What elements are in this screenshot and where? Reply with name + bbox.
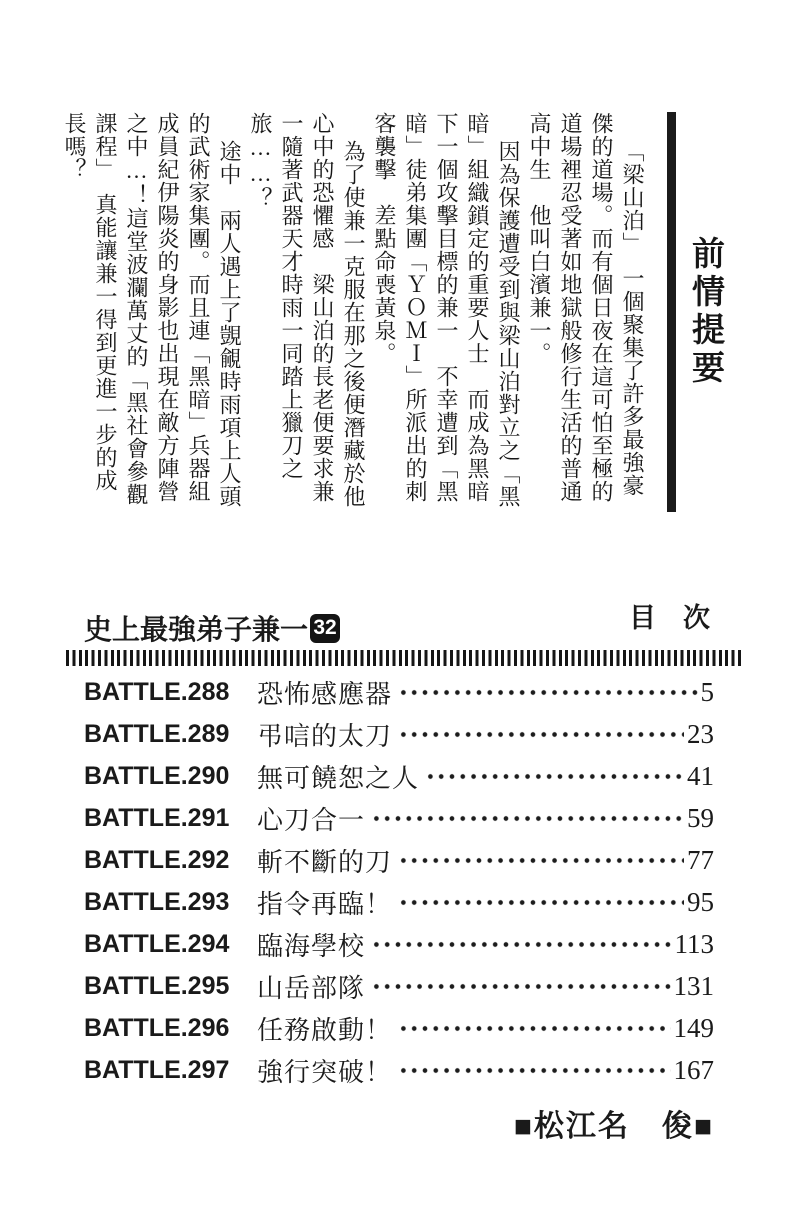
chapter-title: 強行突破！ <box>257 1056 393 1087</box>
series-title: 史上最強弟子兼一 <box>84 614 309 645</box>
chapter-title: 恐怖感應器 <box>257 678 393 709</box>
battle-label: BATTLE.292 <box>84 845 230 874</box>
dot-leader <box>396 839 684 881</box>
toc-entry <box>84 839 714 881</box>
toc-entry <box>84 1007 714 1049</box>
series-title-row <box>66 608 340 648</box>
battle-label: BATTLE.293 <box>84 887 230 916</box>
volume-badge: 32 <box>310 614 340 643</box>
chapter-title: 心刀合一 <box>257 804 366 835</box>
dot-leader <box>396 881 684 923</box>
toc-entry <box>84 755 714 797</box>
synopsis-body <box>59 112 648 512</box>
divider-stripes <box>66 650 742 666</box>
toc-entry <box>84 671 714 713</box>
dot-leader <box>369 923 671 965</box>
dot-leader <box>423 755 684 797</box>
battle-label: BATTLE.294 <box>84 929 230 958</box>
page-number: 131 <box>673 970 714 1001</box>
toc-entry <box>84 965 714 1007</box>
page-number: 41 <box>687 760 714 791</box>
synopsis-paragraph-2: 因為保護遭受到與梁山泊對立之「黑暗」組織鎖定的重要人士 而成為黑暗下一個攻擊目標的兼一 不幸遭到「黑暗」徒弟集團「ＹＯＭＩ」所派出的刺客襲擊 差點命喪黃泉。 <box>372 112 521 508</box>
toc-entry <box>84 881 714 923</box>
page-number: 23 <box>687 718 714 749</box>
battle-label: BATTLE.291 <box>84 803 230 832</box>
page-number: 167 <box>673 1054 714 1085</box>
toc-section <box>66 600 742 1145</box>
battle-label: BATTLE.296 <box>84 1013 230 1042</box>
heading-accent-bar <box>667 112 676 512</box>
page-number: 77 <box>687 844 714 875</box>
synopsis-heading: 前情提要 <box>688 236 725 388</box>
dot-leader <box>369 965 670 1007</box>
chapter-title: 斬不斷的刀 <box>257 846 393 877</box>
dot-leader <box>396 1007 670 1049</box>
dot-leader <box>396 671 697 713</box>
page-number: 113 <box>674 928 714 959</box>
battle-label: BATTLE.289 <box>84 719 230 748</box>
battle-label: BATTLE.288 <box>84 677 230 706</box>
synopsis-section <box>59 112 730 512</box>
dot-leader <box>396 1049 670 1091</box>
battle-label: BATTLE.290 <box>84 761 230 790</box>
toc-title: 目 次 <box>629 603 710 633</box>
dot-leader <box>369 797 684 839</box>
chapter-title: 山岳部隊 <box>257 972 366 1003</box>
toc-entry <box>84 797 714 839</box>
toc-header <box>66 600 742 648</box>
page-number: 59 <box>687 802 714 833</box>
chapter-title: 無可饒恕之人 <box>257 762 420 793</box>
page-number: 95 <box>687 886 714 917</box>
page-number: 149 <box>673 1012 714 1043</box>
toc-entry <box>84 713 714 755</box>
synopsis-paragraph-3: 為了使兼一克服在那之後便潛藏於他心中的恐懼感 梁山泊的長老便要求兼一隨著武器天才時雨一同踏上獵刀之旅……？ <box>248 112 366 508</box>
battle-label: BATTLE.297 <box>84 1055 230 1084</box>
chapter-title: 臨海學校 <box>257 930 366 961</box>
chapter-title: 任務啟動！ <box>257 1014 393 1045</box>
synopsis-paragraph-1: 「梁山泊」 一個聚集了許多最強豪傑的道場。而有個日夜在這可怕至極的道場裡忍受著如地獄般修行生活的普通高中生 他叫白濱兼一。 <box>527 112 645 503</box>
synopsis-paragraph-4: 途中 兩人遇上了覬覦時雨項上人頭的武術家集團。而且連「黑暗」兵器組成員紀伊陽炎的身影也出現在敵方陣營之中…！這堂波瀾萬丈的「黑社會參觀課程」 真能讓兼一得到更進一步的成長嗎？ <box>62 112 242 508</box>
toc-list <box>66 671 742 1091</box>
page-number: 5 <box>700 676 714 707</box>
dot-leader <box>396 713 684 755</box>
toc-entry <box>84 1049 714 1091</box>
chapter-title: 指令再臨！ <box>257 888 393 919</box>
author-credit: ■松江名 俊■ <box>513 1110 714 1143</box>
chapter-title: 弔唁的太刀 <box>257 720 393 751</box>
battle-label: BATTLE.295 <box>84 971 230 1000</box>
toc-entry <box>84 923 714 965</box>
